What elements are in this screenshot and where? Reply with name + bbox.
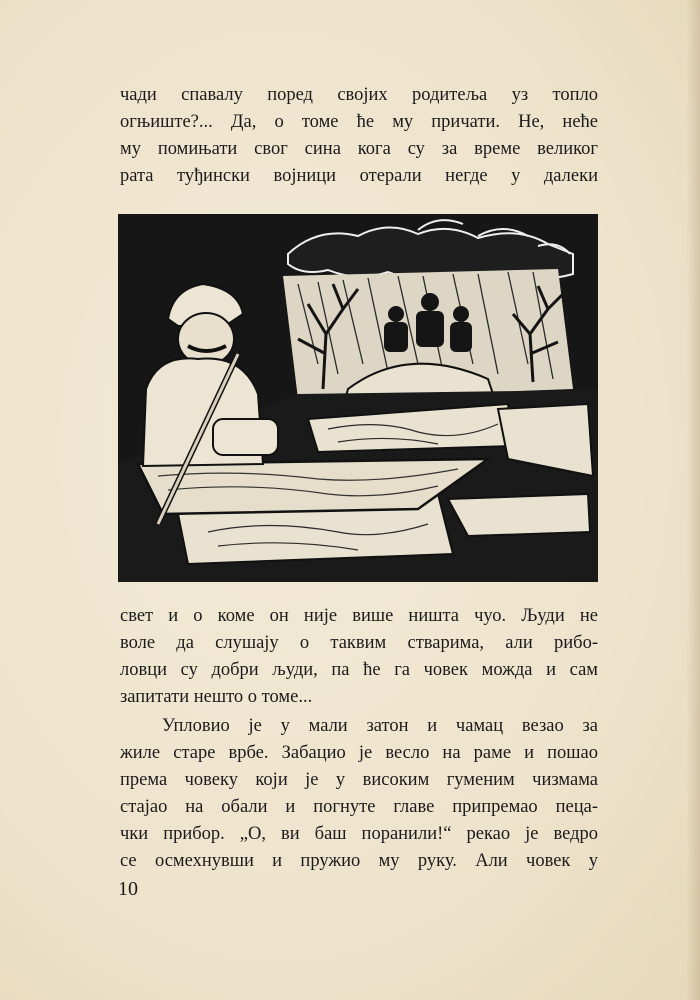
- river-illustration: [118, 214, 598, 582]
- text-line: жиле старе врбе. Забацио је весло на раме и пошао: [120, 743, 598, 763]
- text-line: запитати нешто о томе...: [120, 687, 313, 707]
- text-line: ловци су добри људи, па ће га човек можда и сам: [120, 660, 598, 680]
- text-line: свет и о коме он није више ништа чуо. Људи не: [120, 606, 598, 626]
- text-line: му помињати свог сина кога су за време великог: [120, 139, 598, 159]
- text-line: чки прибор. „О, ви баш поранили!“ рекао је ведро: [120, 824, 598, 844]
- text-line: огњиште?... Да, о томе ће му причати. Не, неће: [120, 112, 598, 132]
- text-line: према човеку који је у високим гуменим чизмама: [120, 770, 598, 790]
- text-line: се осмехнувши и пружио му руку. Али човек у: [120, 851, 598, 871]
- text-line: стајао на обали и погнуте главе припремао пеца-: [120, 797, 598, 817]
- text-line: воле да слушају о таквим стварима, али рибо-: [120, 633, 598, 653]
- text-line: чади спавалу поред својих родитеља уз топло: [120, 85, 598, 105]
- text-line: Упловио је у мали затон и чамац везао за: [162, 716, 598, 736]
- bottom-paragraph: [120, 713, 598, 875]
- text-line: рата туђински војници отерали негде у далеки: [120, 166, 598, 186]
- top-paragraph: [120, 82, 598, 190]
- page-number: 10: [118, 878, 138, 900]
- middle-paragraph: [120, 603, 598, 711]
- page-edge-shadow: [686, 0, 700, 1000]
